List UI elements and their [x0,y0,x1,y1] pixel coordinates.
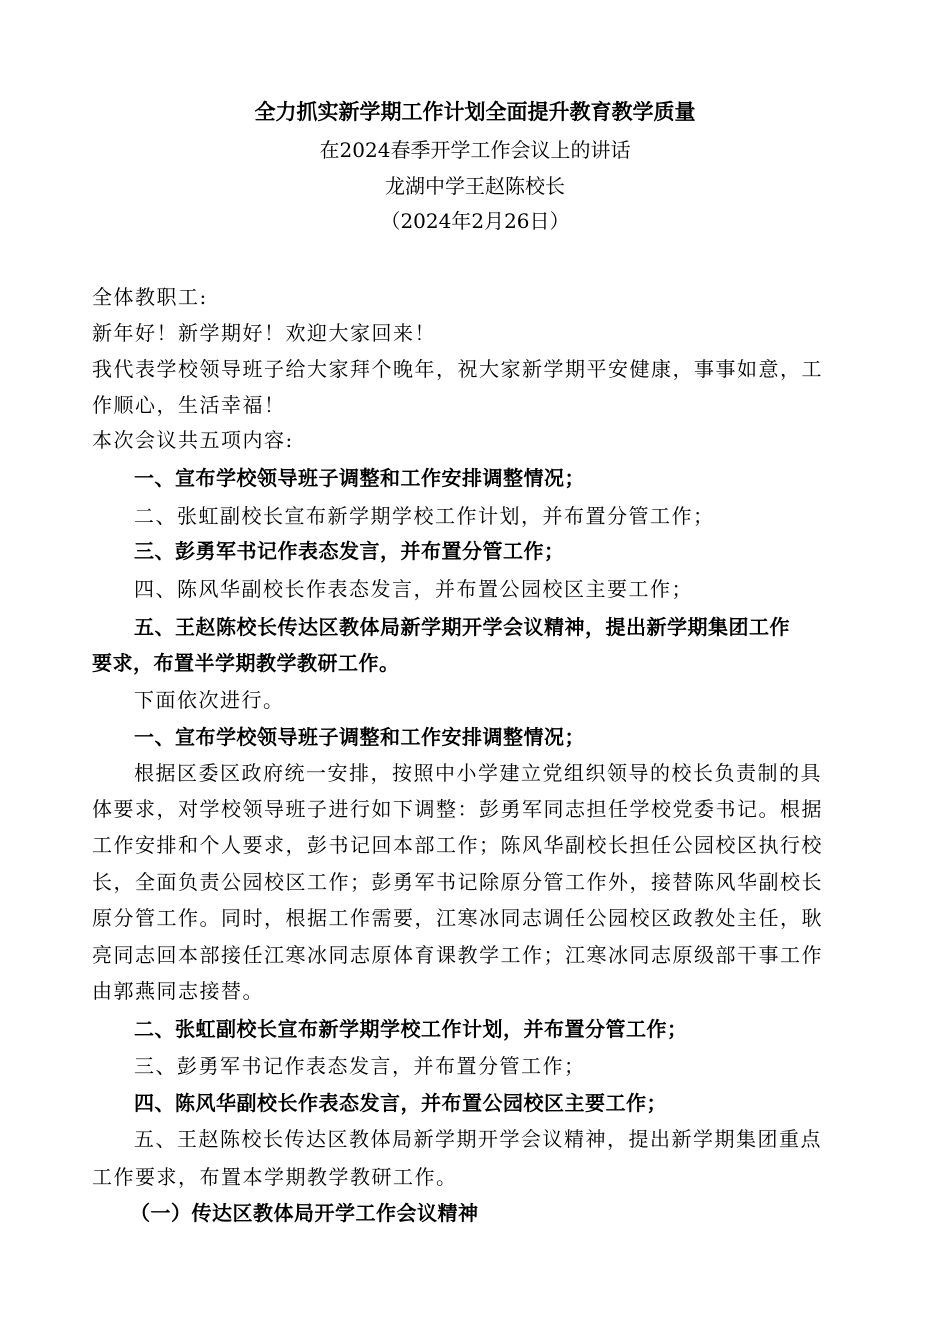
agenda-intro: 本次会议共五项内容: [92,428,294,452]
paragraph-line: 工作安排和个人要求，彭书记回本部工作；陈风华副校长担任公园校区执行校 [92,833,823,857]
section-heading: 五、王赵陈校长传达区教体局新学期开学会议精神，提出新学期集团重点 [134,1127,822,1151]
wish-line: 作顺心，生活幸福！ [92,393,286,417]
greeting: 新年好！新学期好！欢迎大家回来！ [92,321,436,345]
agenda-item: 一、宣布学校领导班子调整和工作安排调整情况； [134,466,585,490]
paragraph-line: 亮同志回本部接任江寒冰同志原体育课教学工作；江寒冰同志原级部干事工作 [92,943,823,967]
wish-line: 我代表学校领导班子给大家拜个晚年，祝大家新学期平安健康，事事如意，工 [92,357,823,381]
paragraph-line: 长，全面负责公园校区工作；彭勇军书记除原分管工作外，接替陈风华副校长 [92,870,823,894]
section-heading: 四、陈风华副校长作表态发言，并布置公园校区主要工作； [134,1091,667,1115]
paragraph-line: 由郭燕同志接替。 [92,979,264,1003]
paragraph-line: 根据区委区政府统一安排，按照中小学建立党组织领导的校长负责制的具 [134,761,822,785]
agenda-item: 三、彭勇军书记作表态发言，并布置分管工作； [134,539,565,563]
section-heading: 三、彭勇军书记作表态发言，并布置分管工作； [134,1054,586,1078]
salutation: 全体教职工: [92,285,208,309]
agenda-item: 五、王赵陈校长传达区教体局新学期开学会议精神，提出新学期集团工作 [134,615,790,639]
section-heading: 一、宣布学校领导班子调整和工作安排调整情况； [134,725,585,749]
document-subtitle: 在2024春季开学工作会议上的讲话 [319,138,631,162]
agenda-item: 四、陈风华副校长作表态发言，并布置公园校区主要工作； [134,577,693,601]
speaker-line: 龙湖中学王赵陈校长 [385,174,565,198]
document-title: 全力抓实新学期工作计划全面提升教育教学质量 [254,99,696,124]
subsection-heading: （一）传达区教体局开学工作会议精神 [130,1201,479,1225]
date-line: （2024年2月26日） [380,209,570,233]
proceed-text: 下面依次进行。 [134,688,285,712]
paragraph-line: 体要求，对学校领导班子进行如下调整：彭勇军同志担任学校党委书记。根据 [92,797,823,821]
section-heading-continued: 工作要求，布置本学期教学教研工作。 [92,1165,458,1189]
agenda-item: 二、张虹副校长宣布新学期学校工作计划，并布置分管工作； [134,504,715,528]
paragraph-line: 原分管工作。同时，根据工作需要，江寒冰同志调任公园校区政教处主任，耿 [92,906,823,930]
agenda-item-continued: 要求，布置半学期教学教研工作。 [92,651,400,675]
section-heading: 二、张虹副校长宣布新学期学校工作计划，并布置分管工作； [134,1017,688,1041]
